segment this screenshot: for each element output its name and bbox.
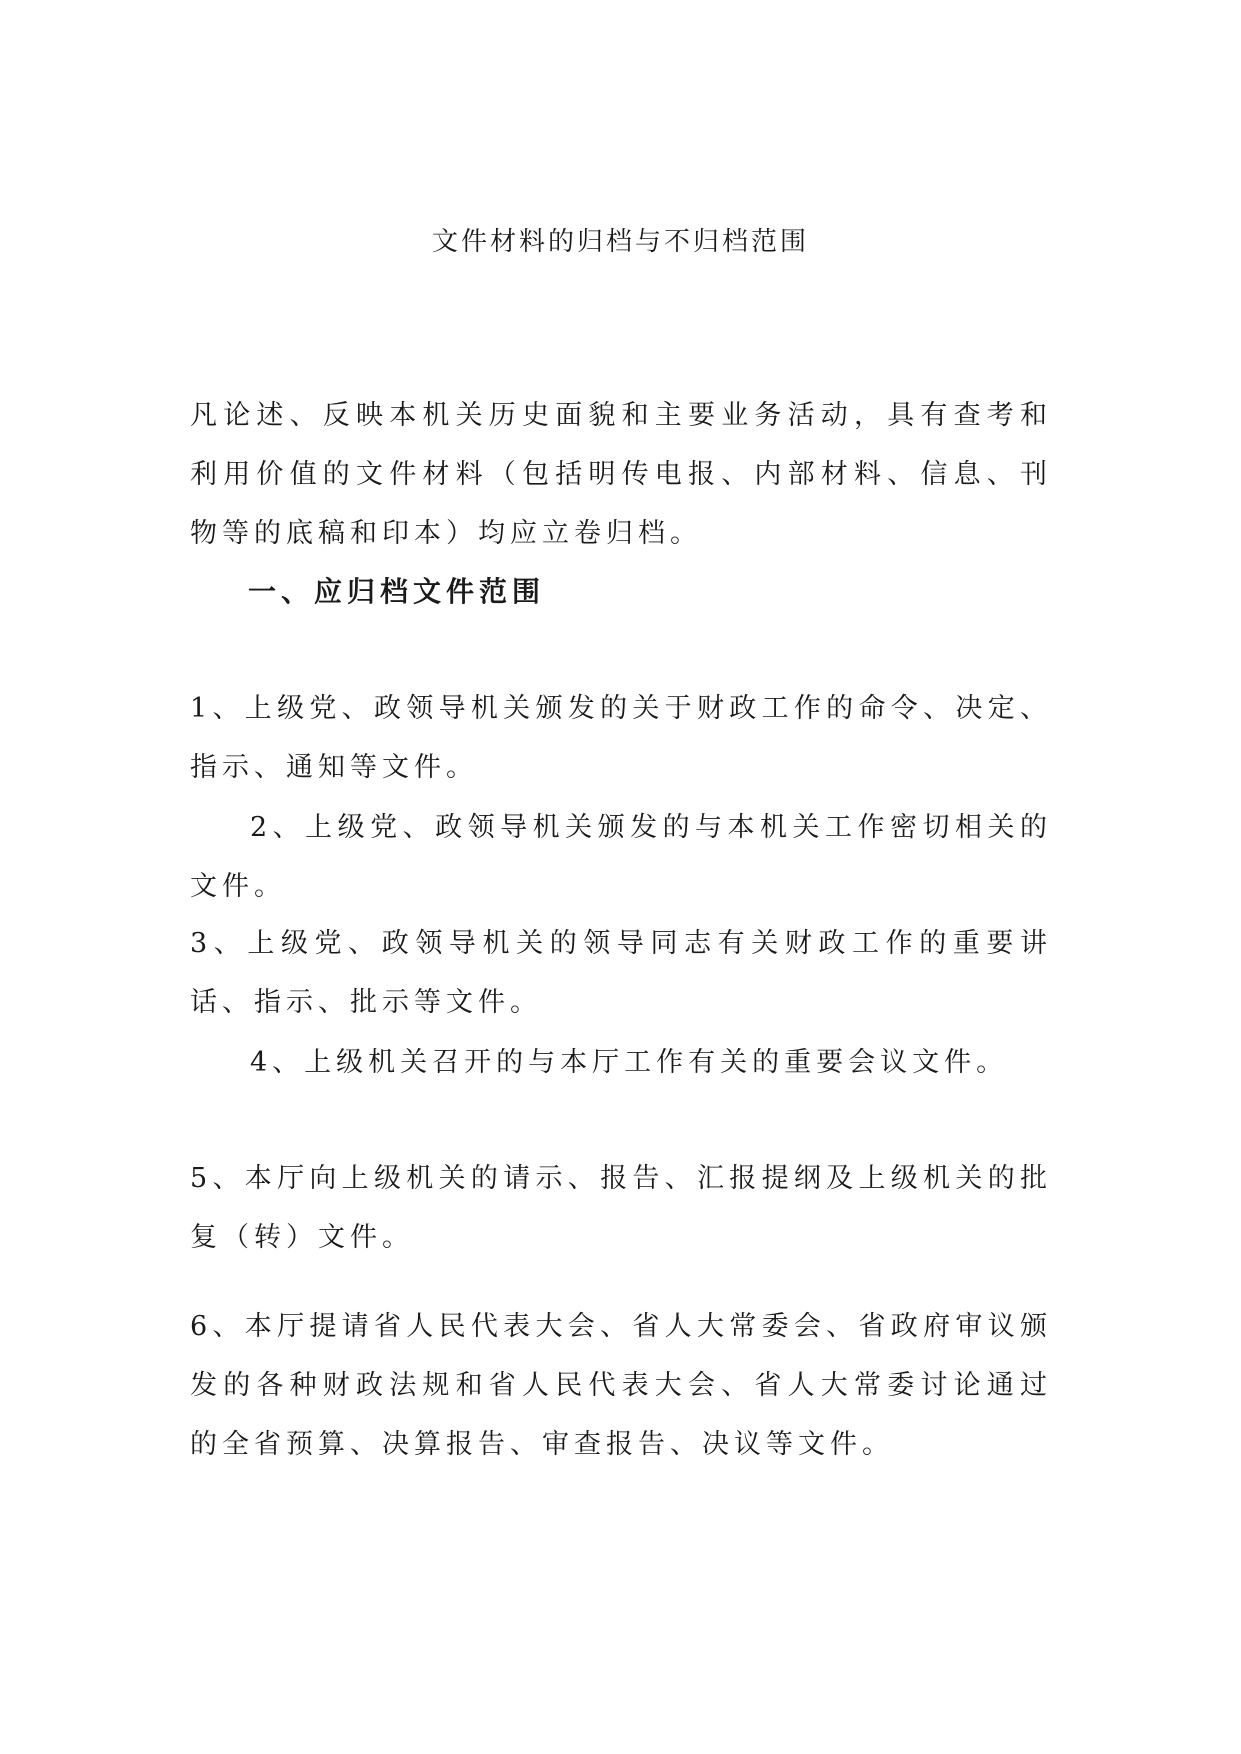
document-title: 文件材料的归档与不归档范围 <box>431 227 809 257</box>
intro-paragraph: 凡论述、反映本机关历史面貌和主要业务活动，具有查考和利用价值的文件材料（包括明传电报、内部材料、信息、刊物等的底稿和印本）均应立卷归档。 <box>190 400 1052 549</box>
list-item: 5、本厅向上级机关的请示、报告、汇报提纲及上级机关的批复（转）文件。 <box>190 1163 1052 1253</box>
list-item: 4、上级机关召开的与本厅工作有关的重要会议文件。 <box>250 1047 1009 1078</box>
list-item: 2、上级党、政领导机关颁发的与本机关工作密切相关的文件。 <box>190 812 1052 902</box>
list-item: 6、本厅提请省人民代表大会、省人大常委会、省政府审议颁发的各种财政法规和省人民代表大会、省人大常委讨论通过的全省预算、决算报告、审查报告、决议等文件。 <box>190 1311 1052 1460</box>
section-heading: 一、应归档文件范围 <box>248 575 546 608</box>
list-item: 3、上级党、政领导机关的领导同志有关财政工作的重要讲话、指示、批示等文件。 <box>190 928 1052 1018</box>
list-item: 1、上级党、政领导机关颁发的关于财政工作的命令、决定、指示、通知等文件。 <box>190 693 1052 783</box>
